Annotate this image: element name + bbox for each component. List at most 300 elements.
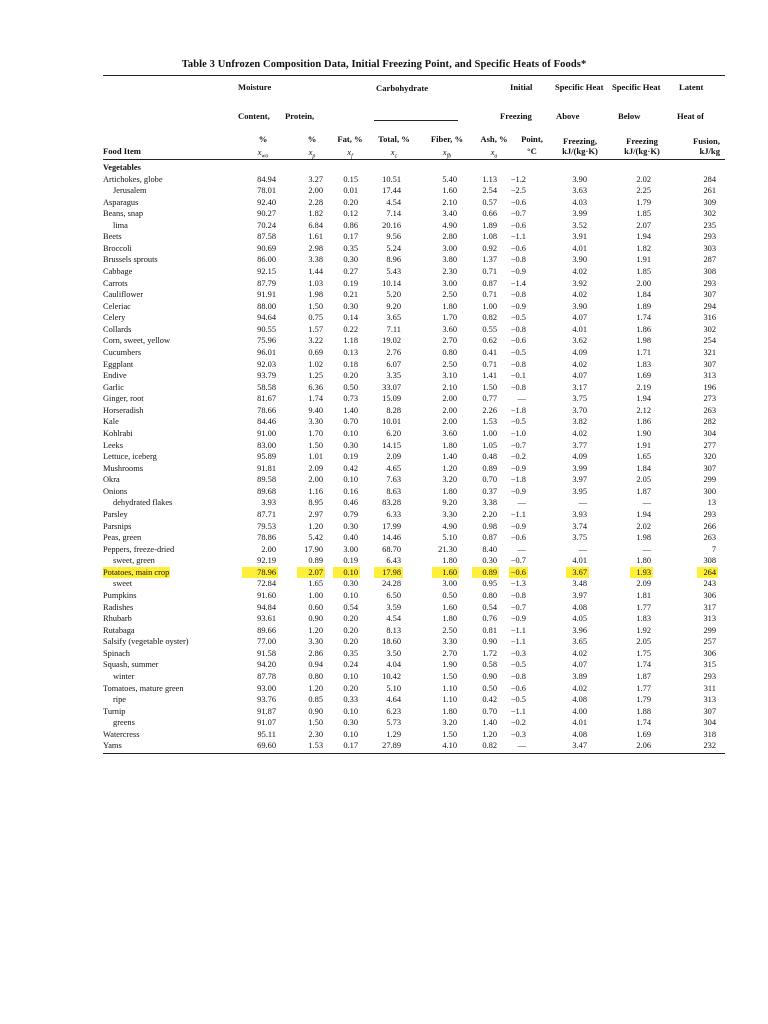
freezing-point-value: −0.6 [510, 197, 526, 207]
fat-value: 0.19 [343, 556, 358, 566]
ash-value: 3.38 [482, 498, 497, 508]
moisture-value: 94.84 [257, 602, 276, 612]
ash-value: 0.41 [482, 348, 497, 358]
fat-value: 0.19 [343, 278, 358, 288]
sh-below-value: 2.02 [636, 521, 651, 531]
protein-value: 3.30 [308, 637, 323, 647]
moisture-value: 92.19 [257, 556, 276, 566]
moisture-value: 95.11 [257, 729, 276, 739]
carbohydrate-value: 10.42 [382, 672, 401, 681]
moisture-value: 90.27 [257, 209, 276, 219]
table-row [0, 509, 768, 521]
sh-above-value: 3.75 [572, 394, 587, 404]
header-protein-pct: % [307, 134, 317, 144]
sh-above-value: 4.07 [572, 660, 587, 670]
latent-heat-value: 315 [703, 660, 716, 670]
table-row [0, 521, 768, 533]
ash-value: 0.89 [472, 567, 499, 579]
sh-above-value: 4.08 [572, 695, 587, 705]
sh-above-value: 4.02 [572, 290, 587, 300]
sh-below-value: — [642, 544, 651, 554]
carbohydrate-value: 5.43 [386, 267, 401, 277]
table-row [0, 625, 768, 637]
moisture-value: 75.96 [257, 336, 276, 346]
carbohydrate-value: 6.07 [386, 359, 401, 369]
protein-value: 2.09 [308, 463, 323, 473]
fiber-value: 1.20 [442, 463, 457, 473]
header-below: Below [618, 111, 641, 121]
carbohydrate-value: 7.14 [386, 209, 401, 219]
sh-below-value: 1.83 [636, 359, 651, 369]
sh-above-value: 3.70 [572, 405, 587, 415]
carbohydrate-value: 5.20 [386, 290, 401, 300]
table-row [0, 671, 768, 683]
food-item-name: Rhubarb [103, 614, 132, 624]
moisture-value: 93.76 [257, 695, 276, 705]
food-item-name: Pumpkins [103, 591, 137, 601]
sh-above-value: 3.48 [572, 579, 587, 589]
header-fat: Fat, % [337, 134, 363, 144]
sh-below-value: 1.74 [636, 313, 651, 323]
moisture-value: 72.84 [257, 579, 276, 589]
food-item-name: Beets [103, 232, 122, 242]
header-total-symbol: $x_c$ [390, 147, 398, 160]
sh-below-value: 1.71 [636, 348, 651, 358]
protein-value: 3.30 [308, 417, 323, 427]
sh-below-value: 1.77 [636, 602, 651, 612]
food-item-name: Celery [103, 313, 126, 323]
sh-below-value: 1.85 [636, 267, 651, 277]
protein-value: 1.20 [308, 683, 323, 693]
freezing-point-value: −0.9 [510, 614, 526, 624]
sh-above-value: — [578, 544, 587, 554]
food-item-name: Rutabaga [103, 625, 135, 635]
sh-above-value: 3.77 [572, 440, 587, 450]
ash-value: 0.55 [482, 324, 497, 334]
protein-value: 2.30 [308, 729, 323, 739]
latent-heat-value: 282 [703, 417, 716, 427]
moisture-value: 94.64 [257, 313, 276, 323]
fat-value: 0.30 [343, 301, 358, 311]
fiber-value: 3.60 [442, 324, 457, 334]
food-item-name: Yams [103, 741, 122, 751]
fat-value: 0.12 [343, 209, 358, 219]
food-item-name: Radishes [103, 602, 134, 612]
moisture-value: 89.66 [257, 625, 276, 635]
ash-value: 0.71 [482, 267, 497, 277]
food-item-name: Parsnips [103, 521, 132, 531]
ash-value: 0.71 [482, 359, 497, 369]
freezing-point-value: −0.1 [510, 371, 526, 381]
fiber-value: 3.00 [442, 278, 457, 288]
protein-value: 1.50 [308, 440, 323, 450]
ash-value: 0.62 [482, 336, 497, 346]
sh-above-value: 3.17 [572, 382, 587, 392]
food-item-name: Corn, sweet, yellow [103, 336, 170, 346]
header-protein: Protein, [285, 111, 315, 121]
moisture-value: 93.61 [257, 614, 276, 624]
protein-value: 9.40 [308, 405, 323, 415]
freezing-point-value: −0.5 [510, 348, 526, 358]
food-item-name: sweet, green [113, 556, 155, 566]
fiber-value: 1.40 [442, 452, 457, 462]
ash-value: 0.90 [482, 637, 497, 647]
latent-heat-value: 321 [703, 348, 716, 358]
table-row [0, 393, 768, 405]
fiber-value: 5.40 [442, 174, 457, 184]
latent-heat-value: 261 [703, 186, 716, 196]
freezing-point-value: −0.9 [510, 486, 526, 496]
protein-value: 3.38 [308, 255, 323, 265]
ash-value: 0.89 [482, 463, 497, 473]
header-fusion-unit: kJ/kg [699, 146, 720, 156]
latent-heat-value: 293 [703, 672, 716, 681]
freezing-point-value: −0.9 [510, 521, 526, 531]
latent-heat-value: 302 [703, 209, 716, 219]
fiber-value: 1.50 [442, 672, 457, 681]
sh-below-value: 1.83 [636, 614, 651, 624]
food-item-name: Peas, green [103, 533, 142, 543]
latent-heat-value: 307 [703, 463, 716, 473]
sh-below-value: 2.07 [636, 220, 651, 230]
moisture-value: 3.93 [261, 498, 276, 508]
carbohydrate-value: 14.46 [382, 533, 401, 543]
freezing-point-value: −0.8 [510, 382, 526, 392]
fat-value: 3.00 [343, 544, 358, 554]
freezing-point-value: −0.9 [510, 267, 526, 277]
table-top-rule [103, 75, 725, 76]
sh-below-value: 1.82 [636, 243, 651, 253]
header-latent: Latent [679, 82, 704, 92]
sh-above-value: 4.08 [572, 729, 587, 739]
fiber-value: 4.90 [442, 220, 457, 230]
moisture-value: 93.79 [257, 371, 276, 381]
protein-value: 1.00 [308, 591, 323, 601]
protein-value: 1.57 [308, 324, 323, 334]
latent-heat-value: 304 [703, 718, 716, 728]
ash-value: 0.58 [482, 660, 497, 670]
ash-value: 0.30 [482, 556, 497, 566]
ash-value: 0.87 [482, 278, 497, 288]
fat-value: 0.20 [343, 614, 358, 624]
fat-value: 0.21 [343, 290, 358, 300]
moisture-value: 78.66 [257, 405, 276, 415]
protein-value: 2.07 [297, 567, 325, 579]
latent-heat-value: 306 [703, 591, 716, 601]
food-item-name: Salsify (vegetable oyster) [103, 637, 189, 647]
moisture-value: 91.58 [257, 648, 276, 658]
protein-value: 2.98 [308, 243, 323, 253]
food-item-name: Collards [103, 324, 132, 334]
protein-value: 0.85 [308, 695, 323, 705]
fat-value: 0.18 [343, 359, 358, 369]
food-item-name: Ginger, root [103, 394, 144, 404]
food-item-name: Spinach [103, 648, 130, 658]
carbohydrate-value: 4.64 [386, 695, 401, 705]
sh-above-value: 3.90 [572, 301, 587, 311]
carbohydrate-value: 5.10 [386, 683, 401, 693]
fiber-value: 1.80 [442, 556, 457, 566]
sh-below-value: 1.94 [636, 510, 651, 520]
ash-value: 2.20 [482, 510, 497, 520]
food-item-name: Watercress [103, 729, 140, 739]
freezing-point-value: −0.6 [510, 220, 526, 230]
latent-heat-value: 243 [703, 579, 716, 589]
food-item-name: Potatoes, main crop [103, 567, 170, 577]
protein-value: 1.74 [308, 394, 323, 404]
ash-value: 1.41 [482, 371, 497, 381]
table-row [0, 613, 768, 625]
sh-above-value: 4.08 [572, 602, 587, 612]
sh-below-value: 1.98 [636, 533, 651, 543]
latent-heat-value: 309 [703, 197, 716, 207]
ash-value: 1.08 [482, 232, 497, 242]
moisture-value: 89.68 [257, 486, 276, 496]
fat-value: 0.17 [343, 741, 358, 751]
sh-above-value: 3.63 [572, 186, 587, 196]
food-item-name: Onions [103, 486, 128, 496]
protein-value: 1.20 [308, 521, 323, 531]
moisture-value: 84.94 [257, 174, 276, 184]
sh-above-value: 4.02 [572, 648, 587, 658]
table-row [0, 416, 768, 428]
table-row [0, 578, 768, 590]
fat-value: 0.10 [343, 672, 358, 681]
carbohydrate-value: 24.28 [382, 579, 401, 589]
moisture-value: 90.55 [257, 324, 276, 334]
sh-above-value: 3.89 [572, 672, 587, 681]
latent-heat-value: 263 [703, 405, 716, 415]
table-row [0, 335, 768, 347]
food-item-name: Leeks [103, 440, 123, 450]
latent-heat-value: 254 [703, 336, 716, 346]
fiber-value: 9.20 [442, 498, 457, 508]
freezing-point-value: — [517, 394, 526, 404]
freezing-point-value: −1.2 [510, 174, 526, 184]
sh-below-value: 1.92 [636, 625, 651, 635]
fat-value: 0.19 [343, 452, 358, 462]
table-row [0, 243, 768, 255]
ash-value: 2.26 [482, 405, 497, 415]
sh-below-value: 1.75 [636, 648, 651, 658]
fiber-value: 1.80 [442, 486, 457, 496]
table-row [0, 347, 768, 359]
group-row [0, 162, 768, 174]
food-item-name: Peppers, freeze-dried [103, 544, 175, 554]
carbohydrate-value: 8.96 [386, 255, 401, 265]
sh-below-value: 1.74 [636, 718, 651, 728]
fat-value: 0.24 [343, 660, 358, 670]
carbohydrate-value: 8.28 [386, 405, 401, 415]
moisture-value: 95.89 [257, 452, 276, 462]
moisture-value: 90.69 [257, 243, 276, 253]
fiber-value: 2.10 [442, 197, 457, 207]
moisture-value: 93.00 [257, 683, 276, 693]
fiber-value: 21.30 [438, 544, 457, 554]
freezing-point-value: −0.6 [510, 567, 526, 577]
table-row [0, 440, 768, 452]
table-row [0, 463, 768, 475]
sh-above-value: 4.01 [572, 718, 587, 728]
header-content: Content, [238, 111, 270, 121]
food-item-name: Horseradish [103, 405, 144, 415]
header-ash-symbol: $x_a$ [490, 147, 498, 160]
latent-heat-value: 313 [703, 614, 716, 624]
moisture-value: 92.40 [257, 197, 276, 207]
sh-above-value: 4.02 [572, 359, 587, 369]
protein-value: 1.50 [308, 301, 323, 311]
table-row [0, 555, 768, 567]
fat-value: 0.30 [343, 440, 358, 450]
sh-below-value: 1.86 [636, 417, 651, 427]
ash-value: 0.70 [482, 706, 497, 716]
sh-above-value: 4.07 [572, 313, 587, 323]
fat-value: 0.30 [343, 255, 358, 265]
table-row [0, 278, 768, 290]
freezing-point-value: −0.7 [510, 602, 526, 612]
freezing-point-value: — [517, 544, 526, 554]
freezing-point-value: −0.8 [510, 359, 526, 369]
food-item-name: Beans, snap [103, 209, 144, 219]
protein-value: 0.94 [308, 660, 323, 670]
carbohydrate-value: 9.20 [386, 301, 401, 311]
carbohydrate-value: 33.07 [382, 382, 401, 392]
moisture-value: 69.60 [257, 741, 276, 751]
ash-value: 1.72 [482, 648, 497, 658]
carbohydrate-value: 3.35 [386, 371, 401, 381]
latent-heat-value: 307 [703, 359, 716, 369]
protein-value: 1.70 [308, 429, 323, 439]
carbohydrate-value: 17.44 [382, 186, 401, 196]
fat-value: 0.22 [343, 324, 358, 334]
food-item-name: Kohlrabi [103, 429, 133, 439]
group-title: Vegetables [103, 163, 141, 172]
sh-below-value: 2.00 [636, 278, 651, 288]
fiber-value: 1.10 [442, 695, 457, 705]
fiber-value: 3.40 [442, 209, 457, 219]
ash-value: 0.82 [482, 741, 497, 751]
fiber-value: 2.30 [442, 267, 457, 277]
sh-below-value: 2.05 [636, 475, 651, 485]
sh-above-value: 3.93 [572, 510, 587, 520]
fat-value: 0.46 [343, 498, 358, 508]
header-initial: Initial [510, 82, 533, 92]
freezing-point-value: −0.6 [510, 243, 526, 253]
sh-above-value: 4.05 [572, 614, 587, 624]
moisture-value: 92.03 [257, 359, 276, 369]
sh-above-value: 3.62 [572, 336, 587, 346]
carbohydrate-value: 3.50 [386, 648, 401, 658]
table-row [0, 405, 768, 417]
food-item-name: Eggplant [103, 359, 134, 369]
fiber-value: 5.10 [442, 533, 457, 543]
fat-value: 0.33 [343, 695, 358, 705]
freezing-point-value: — [517, 498, 526, 508]
freezing-point-value: −0.7 [510, 209, 526, 219]
sh-below-value: 1.69 [636, 729, 651, 739]
table-row [0, 717, 768, 729]
ash-value: 0.81 [482, 625, 497, 635]
latent-heat-value: 316 [703, 313, 716, 323]
latent-heat-value: 273 [703, 394, 716, 404]
freezing-point-value: −0.5 [510, 417, 526, 427]
carbohydrate-value: 10.14 [382, 278, 401, 288]
fiber-value: 4.90 [442, 521, 457, 531]
freezing-point-value: −1.0 [510, 429, 526, 439]
moisture-value: 94.20 [257, 660, 276, 670]
fat-value: 0.30 [343, 521, 358, 531]
freezing-point-value: −1.3 [510, 579, 526, 589]
protein-value: 1.20 [308, 625, 323, 635]
fat-value: 0.54 [343, 602, 358, 612]
protein-value: 1.02 [308, 359, 323, 369]
sh-below-value: 2.06 [636, 741, 651, 751]
header-fusion: Fusion, [693, 136, 720, 146]
latent-heat-value: 235 [703, 220, 716, 230]
table-row [0, 231, 768, 243]
table-row [0, 486, 768, 498]
freezing-point-value: −1.1 [510, 510, 526, 520]
latent-heat-value: 306 [703, 648, 716, 658]
sh-above-value: 4.07 [572, 371, 587, 381]
carbohydrate-value: 4.65 [386, 463, 401, 473]
fiber-value: 1.60 [442, 602, 457, 612]
fat-value: 0.27 [343, 267, 358, 277]
ash-value: 0.57 [482, 197, 497, 207]
protein-value: 2.00 [308, 475, 323, 485]
sh-above-value: 4.01 [572, 556, 587, 566]
sh-above-value: 3.82 [572, 417, 587, 427]
header-moisture: Moisture [238, 82, 272, 92]
fiber-value: 3.30 [442, 637, 457, 647]
sh-above-value: 3.74 [572, 521, 587, 531]
header-above: Above [556, 111, 580, 121]
protein-value: 3.27 [308, 174, 323, 184]
header-point: Point, [521, 134, 543, 144]
fat-value: 0.30 [343, 579, 358, 589]
freezing-point-value: −0.2 [510, 718, 526, 728]
header-sh-above-label: Freezing, [563, 136, 597, 146]
latent-heat-value: 311 [703, 683, 716, 693]
fat-value: 0.01 [343, 186, 358, 196]
freezing-point-value: −0.9 [510, 301, 526, 311]
fat-value: 0.42 [343, 463, 358, 473]
sh-below-value: 1.98 [636, 336, 651, 346]
moisture-value: 58.58 [257, 382, 276, 392]
fat-value: 0.10 [343, 475, 358, 485]
latent-heat-value: 302 [703, 324, 716, 334]
sh-below-value: 1.84 [636, 290, 651, 300]
sh-above-value: 4.09 [572, 348, 587, 358]
food-item-name: greens [113, 718, 135, 728]
sh-below-value: 1.88 [636, 706, 651, 716]
sh-above-value: 3.90 [572, 174, 587, 184]
moisture-value: 81.67 [257, 394, 276, 404]
food-item-name: Artichokes, globe [103, 174, 163, 184]
protein-value: 0.69 [308, 348, 323, 358]
food-item-name: Jerusalem [113, 186, 147, 196]
moisture-value: 78.96 [242, 567, 278, 579]
ash-value: 1.00 [482, 429, 497, 439]
header-sh-below-label: Freezing [626, 136, 658, 146]
moisture-value: 77.00 [257, 637, 276, 647]
sh-above-value: 3.52 [572, 220, 587, 230]
fat-value: 0.20 [343, 625, 358, 635]
table-row [0, 706, 768, 718]
fiber-value: 2.00 [442, 394, 457, 404]
latent-heat-value: 318 [703, 729, 716, 739]
latent-heat-value: 294 [703, 301, 716, 311]
